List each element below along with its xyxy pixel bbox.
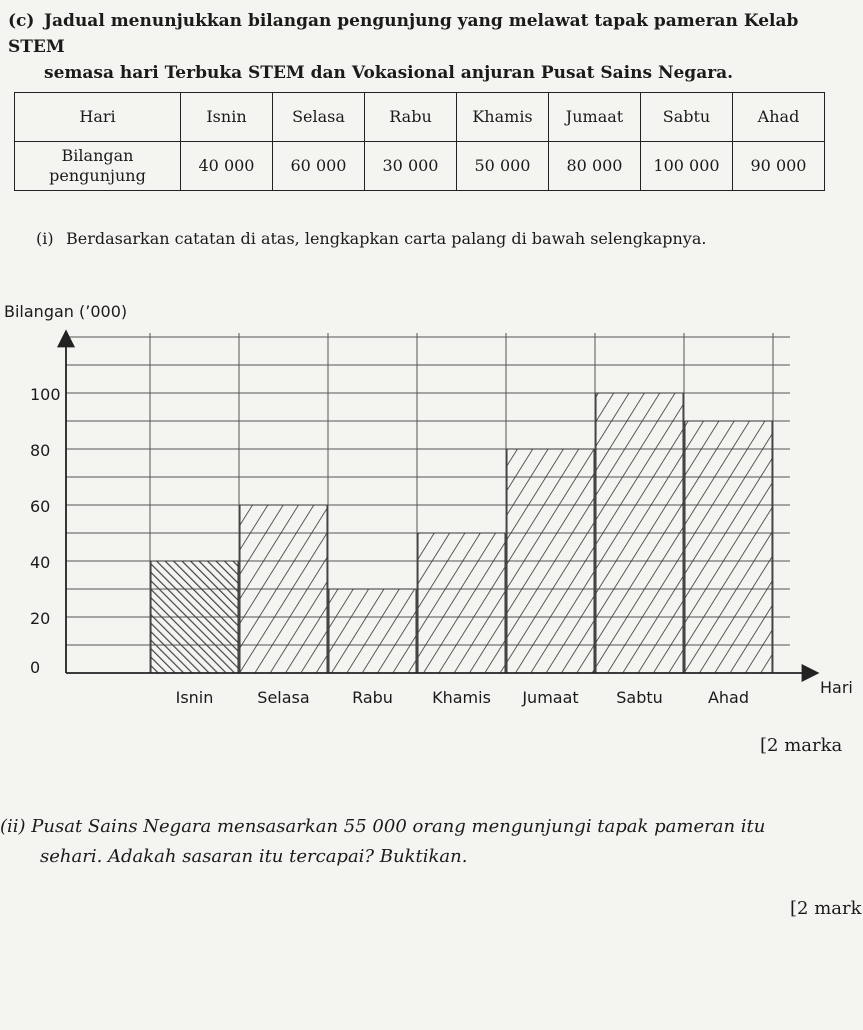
- x-tick-label: Rabu: [352, 688, 393, 707]
- question-ii: [0, 812, 860, 872]
- chart-x-ticks: [176, 688, 749, 707]
- bar-khamis: [418, 533, 505, 673]
- x-tick-label: Selasa: [257, 688, 310, 707]
- table-count-cell: 90 000: [733, 142, 825, 191]
- table-day-cell: Jumaat: [549, 93, 641, 142]
- table-count-row: [15, 142, 825, 191]
- question-c-line1: Jadual menunjukkan bilangan pengunjung yang melawat tapak pameran Kelab STEM: [8, 11, 799, 57]
- x-tick-label: Isnin: [175, 688, 214, 707]
- bar-chart: [0, 295, 863, 715]
- table-header-label: Hari: [15, 93, 181, 142]
- table-header-row: [15, 93, 825, 142]
- y-tick-label: 0: [30, 658, 41, 677]
- table-day-cell: Khamis: [457, 93, 549, 142]
- bar-jumaat: [507, 449, 594, 673]
- question-c: [8, 8, 838, 86]
- question-i-marks: [2 marka: [760, 735, 843, 756]
- question-i-label: (i): [36, 229, 54, 248]
- x-tick-label: Khamis: [432, 688, 491, 707]
- x-tick-label: Sabtu: [616, 688, 663, 707]
- question-c-line2: semasa hari Terbuka STEM dan Vokasional anjuran Pusat Sains Negara.: [44, 63, 734, 83]
- table-count-cell: 40 000: [181, 142, 273, 191]
- chart-y-ticks: [30, 385, 61, 677]
- y-tick-label: 60: [30, 497, 51, 516]
- bar-selasa: [240, 505, 327, 673]
- chart-bars: [151, 393, 772, 673]
- visitor-table: [14, 92, 825, 191]
- table-count-cell: 30 000: [365, 142, 457, 191]
- table-count-cell: 100 000: [641, 142, 733, 191]
- bar-sabtu: [596, 393, 683, 673]
- table-count-cell: 60 000: [273, 142, 365, 191]
- question-c-label: (c): [8, 11, 35, 31]
- table-row-label-line2: pengunjung: [49, 166, 146, 185]
- table-row-label: [15, 142, 181, 191]
- question-ii-line2: sehari. Adakah sasaran itu tercapai? Buktikan.: [40, 846, 468, 867]
- y-axis-label: Bilangan (’000): [4, 302, 128, 321]
- table-day-cell: Ahad: [733, 93, 825, 142]
- question-i-text: Berdasarkan catatan di atas, lengkapkan carta palang di bawah selengkapnya.: [66, 229, 707, 248]
- bar-isnin: [151, 561, 238, 673]
- bar-ahad: [685, 421, 772, 673]
- question-i: [36, 228, 706, 250]
- x-axis-label: Hari: [820, 678, 853, 697]
- bar-rabu: [329, 589, 416, 673]
- y-tick-label: 40: [30, 553, 51, 572]
- table-day-cell: Sabtu: [641, 93, 733, 142]
- table-day-cell: Isnin: [181, 93, 273, 142]
- x-tick-label: Ahad: [707, 688, 750, 707]
- table-count-cell: 50 000: [457, 142, 549, 191]
- y-tick-label: 20: [30, 609, 51, 628]
- x-tick-label: Jumaat: [522, 688, 579, 707]
- y-tick-label: 100: [30, 385, 61, 404]
- question-ii-marks: [2 mark: [790, 898, 862, 919]
- table-row-label-line1: Bilangan: [61, 146, 134, 165]
- table-day-cell: Selasa: [273, 93, 365, 142]
- y-tick-label: 80: [30, 441, 51, 460]
- table-day-cell: Rabu: [365, 93, 457, 142]
- table-count-cell: 80 000: [549, 142, 641, 191]
- question-ii-line1: (ii) Pusat Sains Negara mensasarkan 55 000 orang mengunjungi tapak pameran itu: [0, 816, 766, 837]
